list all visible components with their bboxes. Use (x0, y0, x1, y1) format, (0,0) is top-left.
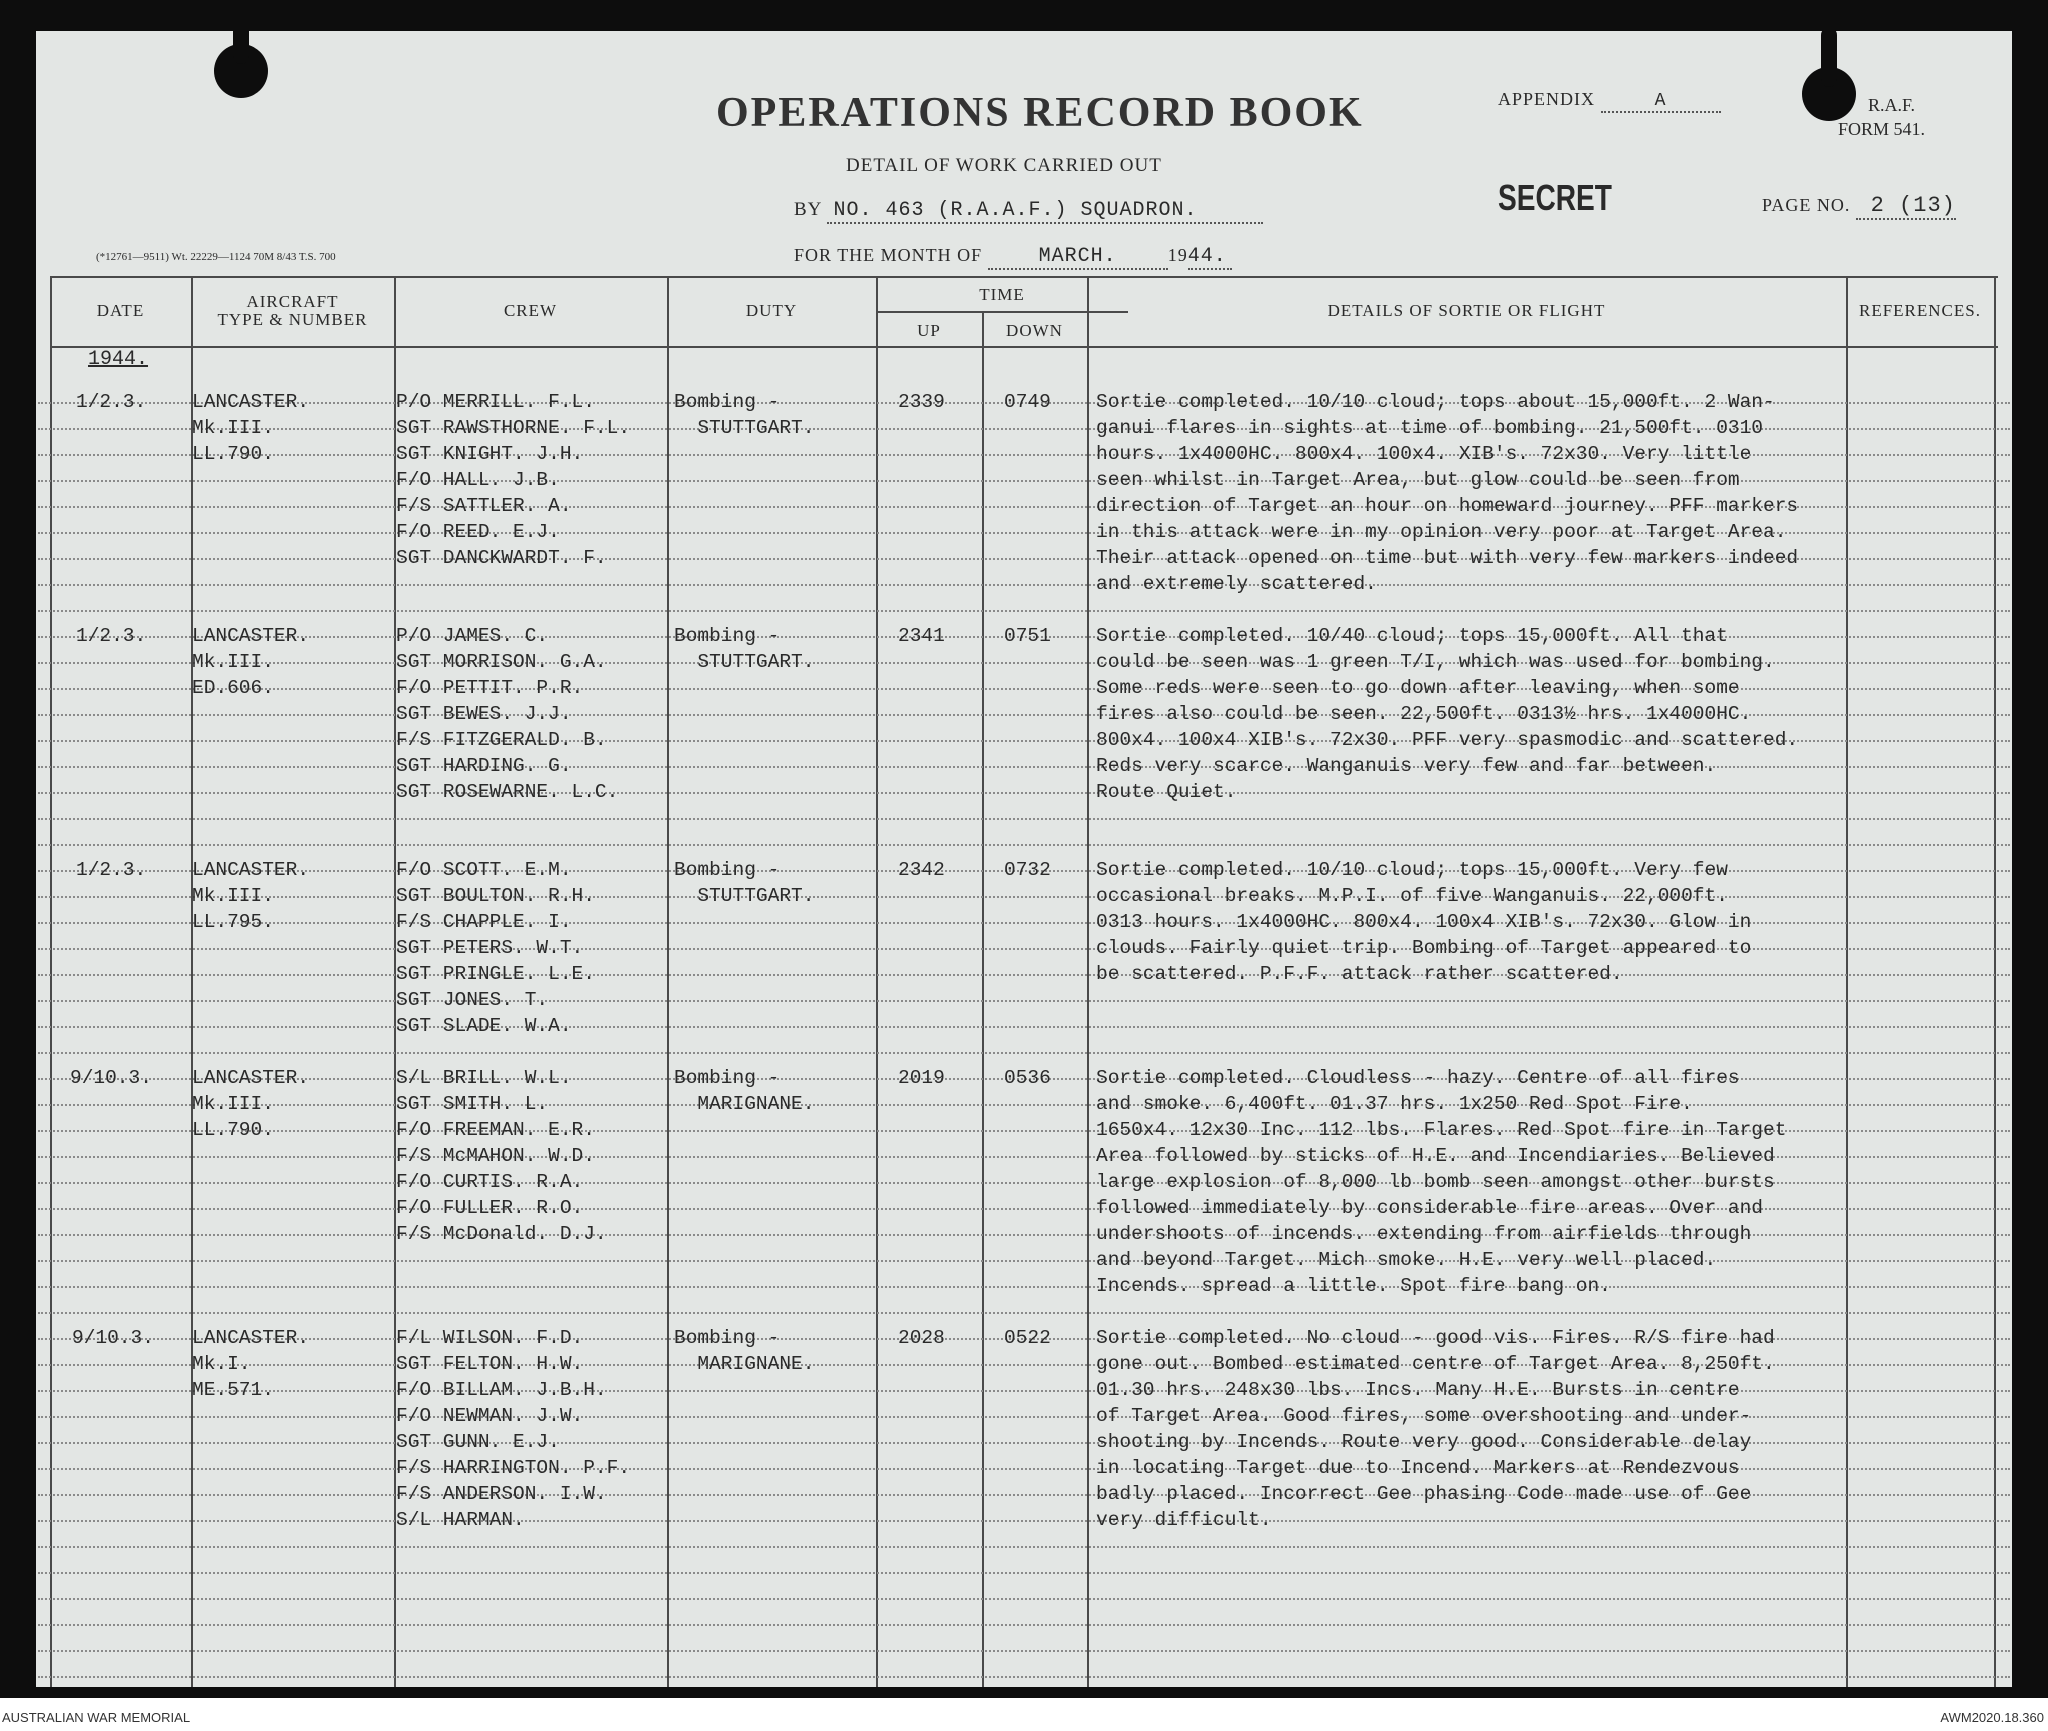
entry-crew: S/L BRILL. W.L. SGT SMITH. L. F/O FREEMAN. E.R. F/S McMAHON. W.D. F/O CURTIS. R.A. F/O FULLER. R.O. F/S McDonald. D.J. (396, 1067, 607, 1245)
form-subtitle: DETAIL OF WORK CARRIED OUT (846, 155, 1162, 176)
entry-time-up: 2019 (898, 1067, 945, 1089)
entry-time-up: 2341 (898, 625, 945, 647)
entry-duty: Bombing - STUTTGART. (674, 859, 815, 907)
entry-time-up: 2028 (898, 1327, 945, 1349)
entry-aircraft: LANCASTER. Mk.III. ED.606. (192, 625, 310, 699)
ruled-line (38, 1676, 2010, 1678)
header-duty: DUTY (745, 301, 798, 320)
entry-crew: F/L WILSON. F.D. SGT FELTON. H.W. F/O BILLAM. J.B.H. F/O NEWMAN. J.W. SGT GUNN. E.J. F/S HARRINGTON. P.F. F/S ANDERSON. I.W. S/L HARMAN. (396, 1327, 631, 1531)
ruled-line (38, 818, 2010, 820)
entry-aircraft: LANCASTER. Mk.III. LL.790. (192, 1067, 310, 1141)
entry-aircraft: LANCASTER. Mk.III. LL.795. (192, 859, 310, 933)
ruled-line (38, 1598, 2010, 1600)
form-number-line1: R.A.F. (1867, 95, 1916, 115)
ruled-line (38, 610, 2010, 612)
header-aircraft-line1: AIRCRAFT (246, 292, 339, 311)
entry-crew: P/O JAMES. C. SGT MORRISON. G.A. F/O PETTIT. P.R. SGT BEWES. J.J. F/S FITZGERALD. B. SGT HARDING. G. SGT ROSEWARNE. L.C. (396, 625, 619, 803)
entry-crew: P/O MERRILL. F.L. SGT RAWSTHORNE. F.L. SGT KNIGHT. J.H. F/O HALL. J.B. F/S SATTLER. A. F/O REED. E.J. SGT DANCKWARDT. F. (396, 391, 631, 569)
entry-time-down: 0522 (1004, 1327, 1051, 1349)
header-crew: CREW (503, 301, 558, 320)
ruled-line (38, 1546, 2010, 1548)
page-label: PAGE NO. (1762, 195, 1851, 215)
column-divider-details (1846, 276, 1848, 1687)
print-code: (*12761—9511) Wt. 22229—1124 70M 8/43 T.S. 700 (96, 251, 336, 263)
form-sheet (36, 31, 2012, 1687)
squadron-value: NO. 463 (R.A.A.F.) SQUADRON. (827, 199, 1263, 224)
header-aircraft-line2: TYPE & NUMBER (217, 310, 368, 329)
header-references: REFERENCES. (1859, 301, 1981, 320)
ruled-line (38, 1026, 2010, 1028)
column-divider-crew (667, 276, 669, 1687)
page-number-field (1762, 193, 1956, 220)
appendix-field (1498, 89, 1721, 113)
ruled-line (38, 844, 2010, 846)
entry-date: 1/2.3. (76, 391, 147, 413)
column-divider-up (982, 311, 984, 1687)
header-aircraft (191, 293, 394, 329)
form-title: OPERATIONS RECORD BOOK (716, 90, 1364, 136)
month-label: FOR THE MONTH OF (794, 245, 983, 265)
page-number-value: 2 (13) (1856, 193, 1956, 220)
ruled-line (38, 1312, 2010, 1314)
ruled-line (38, 1624, 2010, 1626)
entry-duty: Bombing - STUTTGART. (674, 625, 815, 673)
by-label: BY (794, 199, 822, 220)
ruled-line (38, 1650, 2010, 1652)
entry-date: 1/2.3. (76, 859, 147, 881)
entry-aircraft: LANCASTER. Mk.III. LL.790. (192, 391, 310, 465)
appendix-value: A (1601, 91, 1721, 113)
appendix-label: APPENDIX (1498, 89, 1596, 109)
squadron-field (794, 199, 1263, 224)
table-top-rule (50, 276, 1998, 278)
entry-details: Sortie completed. Cloudless - hazy. Centre of all fires and smoke. 6,400ft. 01.37 hrs. 1x250 Red Spot Fire. 1650x4. 12x30 Inc. 112 lbs. Flares. Red Spot fire in Target Area followed by sticks of H.E. and Incendiaries. Believed large explosion of 8,000 lb bomb seen amongst other bursts followed immediately by considerable fire areas. Over and undershoots of incends. extending from airfields through and beyond Target. Mich smoke. H.E. very well placed. Incends. spread a little. Spot fire bang on. (1096, 1067, 1787, 1297)
entry-time-up: 2339 (898, 391, 945, 413)
entry-details: Sortie completed. No cloud - good vis. Fires. R/S fire had gone out. Bombed estimated centre of Target Area. 8,250ft. 01.30 hrs. 248x30 lbs. Incs. Many H.E. Bursts in centre of Target Area. Good fires, some overshooting and under- shooting by Incends. Route very good. Considerable delay in locating Target due to Incend. Markers at Rendezvous badly placed. Incorrect Gee phasing Code made use of Gee very difficult. (1096, 1327, 1775, 1531)
month-field (794, 245, 1232, 270)
table-right-border (1994, 276, 1996, 1687)
column-divider-date (191, 276, 193, 1687)
binder-hole-left (214, 44, 268, 98)
year-suffix: 44. (1188, 245, 1232, 270)
entry-time-down: 0536 (1004, 1067, 1051, 1089)
column-divider-down (1087, 276, 1089, 1687)
entry-date: 9/10.3. (70, 1067, 152, 1089)
entry-details: Sortie completed. 10/10 cloud; tops 15,000ft. Very few occasional breaks. M.P.I. of five Wanganuis. 22,000ft. 0313 hours. 1x4000HC. 800x4. 100x4 XIB's. 72x30. Glow in clouds. Fairly quiet trip. Bombing of Target appeared to be scattered. P.F.F. attack rather scattered. (1096, 859, 1752, 985)
entry-time-up: 2342 (898, 859, 945, 881)
header-date: DATE (96, 301, 145, 320)
entry-date: 9/10.3. (72, 1327, 154, 1349)
year-marker: 1944. (88, 348, 149, 371)
ruled-line (38, 1052, 2010, 1054)
form-number (1838, 93, 1925, 141)
header-time-down: DOWN (1006, 321, 1063, 340)
month-value: MARCH. (988, 245, 1168, 270)
entry-duty: Bombing - STUTTGART. (674, 391, 815, 439)
column-divider-duty (876, 276, 878, 1687)
entry-aircraft: LANCASTER. Mk.I. ME.571. (192, 1327, 310, 1401)
header-time-up: UP (917, 321, 941, 340)
ruled-line (38, 1572, 2010, 1574)
entry-details: Sortie completed. 10/10 cloud; tops about 15,000ft. 2 Wan- ganui flares in sights at time of bombing. 21,500ft. 0310 hours. 1x4000HC. 800x4. 100x4. XIB's. 72x30. Very little seen whilst in Target Area, but glow could be seen from direction of Target an hour on homeward journey. PFF markers in this attack were in my opinion very poor at Target Area. Their attack opened on time but with very few markers indeed and extremely scattered. (1096, 391, 1799, 595)
header-time: TIME (979, 285, 1025, 304)
entry-duty: Bombing - MARIGNANE. (674, 1067, 815, 1115)
secret-stamp: SECRET (1498, 177, 1612, 218)
form-number-line2: FORM 541. (1838, 119, 1926, 139)
entry-crew: F/O SCOTT. E.M. SGT BOULTON. R.H. F/S CHAPPLE. I. SGT PETERS. W.T. SGT PRINGLE. L.E. SGT JONES. T. SGT SLADE. W.A. (396, 859, 595, 1037)
entry-time-down: 0732 (1004, 859, 1051, 881)
table-left-border (50, 276, 52, 1687)
entry-details: Sortie completed. 10/40 cloud; tops 15,000ft. All that could be seen was 1 green T/I, which was used for bombing. Some reds were seen to go down after leaving, when some fires also could be seen. 22,500ft. 0313½ hrs. 1x4000HC. 800x4. 100x4 XIB's. 72x30. PFF very spasmodic and scattered. Reds very scarce. Wanganuis very few and far between. Route Quiet. (1096, 625, 1799, 803)
entry-time-down: 0749 (1004, 391, 1051, 413)
year-prefix: 19 (1167, 245, 1188, 265)
table-header-rule (50, 346, 1998, 348)
ruled-line (38, 1000, 2010, 1002)
footer-credit: AUSTRALIAN WAR MEMORIAL (2, 1710, 191, 1725)
header-details: DETAILS OF SORTIE OR FLIGHT (1327, 301, 1606, 320)
entry-time-down: 0751 (1004, 625, 1051, 647)
entry-duty: Bombing - MARIGNANE. (674, 1327, 815, 1375)
entry-date: 1/2.3. (76, 625, 147, 647)
footer-accession: AWM2020.18.360 (1940, 1710, 2044, 1725)
